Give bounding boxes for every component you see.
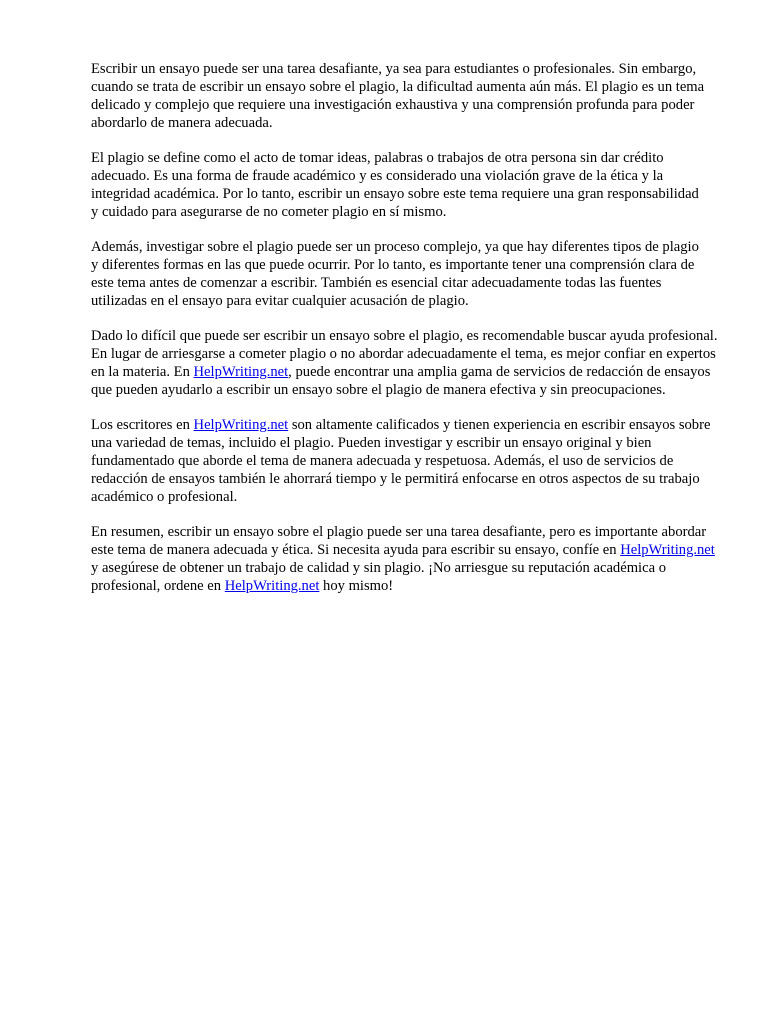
- helpwriting-link[interactable]: HelpWriting.net: [193, 364, 289, 380]
- paragraph-summary: [91, 523, 716, 595]
- paragraph-recommendation: [91, 327, 726, 399]
- paragraph-text: Dado lo difícil que puede ser escribir un ensayo sobre el plagio, es recomendable buscar ayuda profesional. En lugar de arriesgarse a cometer plagio o no abordar adecuadamente el tema, es mejor confiar en expertos en la materia. En: [91, 328, 718, 380]
- paragraph-text: hoy mismo!: [319, 578, 394, 594]
- paragraph-writers: [91, 416, 731, 506]
- paragraph-definition: El plagio se define como el acto de tomar ideas, palabras o trabajos de otra persona sin dar crédito adecuado. Es una forma de fraude académico y es considerado una violación grave de la ética y la integridad académica. Por lo tanto, escribir un ensayo sobre este tema requiere una gran responsabilidad y cuidado para asegurarse de no cometer plagio en sí mismo.: [91, 150, 699, 220]
- paragraph-text: son altamente calificados y tienen experiencia en escribir ensayos sobre una variedad de temas, incluido el plagio. Pueden investigar y escribir un ensayo original y bien fundamentado que aborde el tema de manera adecuada y respetuosa. Además, el uso de servicios de redacción de ensayos también le ahorrará tiempo y le permitirá enfocarse en otros aspectos de su trabajo académico o profesional.: [91, 417, 711, 505]
- document-page: [91, 60, 731, 612]
- helpwriting-link[interactable]: HelpWriting.net: [620, 542, 715, 558]
- paragraph-text: Los escritores en: [91, 417, 194, 433]
- paragraph-text: , puede encontrar una amplia gama de servicios de redacción de ensayos que pueden ayudarlo a escribir un ensayo sobre el plagio de manera efectiva y sin preocupaciones.: [91, 364, 711, 398]
- helpwriting-link[interactable]: HelpWriting.net: [224, 578, 320, 594]
- paragraph-intro: Escribir un ensayo puede ser una tarea desafiante, ya sea para estudiantes o profesionales. Sin embargo, cuando se trata de escribir un ensayo sobre el plagio, la dificultad aumenta aún más. El plagio es un tema delicado y complejo que requiere una investigación exhaustiva y una comprensión profunda para poder abordarlo de manera adecuada.: [91, 61, 705, 131]
- helpwriting-link[interactable]: HelpWriting.net: [193, 417, 289, 433]
- paragraph-text: y asegúrese de obtener un trabajo de calidad y sin plagio. ¡No arriesgue su reputación académica o profesional, ordene en: [91, 560, 667, 594]
- paragraph-research: Además, investigar sobre el plagio puede ser un proceso complejo, ya que hay diferentes tipos de plagio y diferentes formas en las que puede ocurrir. Por lo tanto, es importante tener una comprensión clara de este tema antes de comenzar a escribir. También es esencial citar adecuadamente todas las fuentes utilizadas en el ensayo para evitar cualquier acusación de plagio.: [91, 239, 699, 309]
- paragraph-text: En resumen, escribir un ensayo sobre el plagio puede ser una tarea desafiante, pero es importante abordar este tema de manera adecuada y ética. Si necesita ayuda para escribir su ensayo, confíe en: [91, 524, 707, 558]
